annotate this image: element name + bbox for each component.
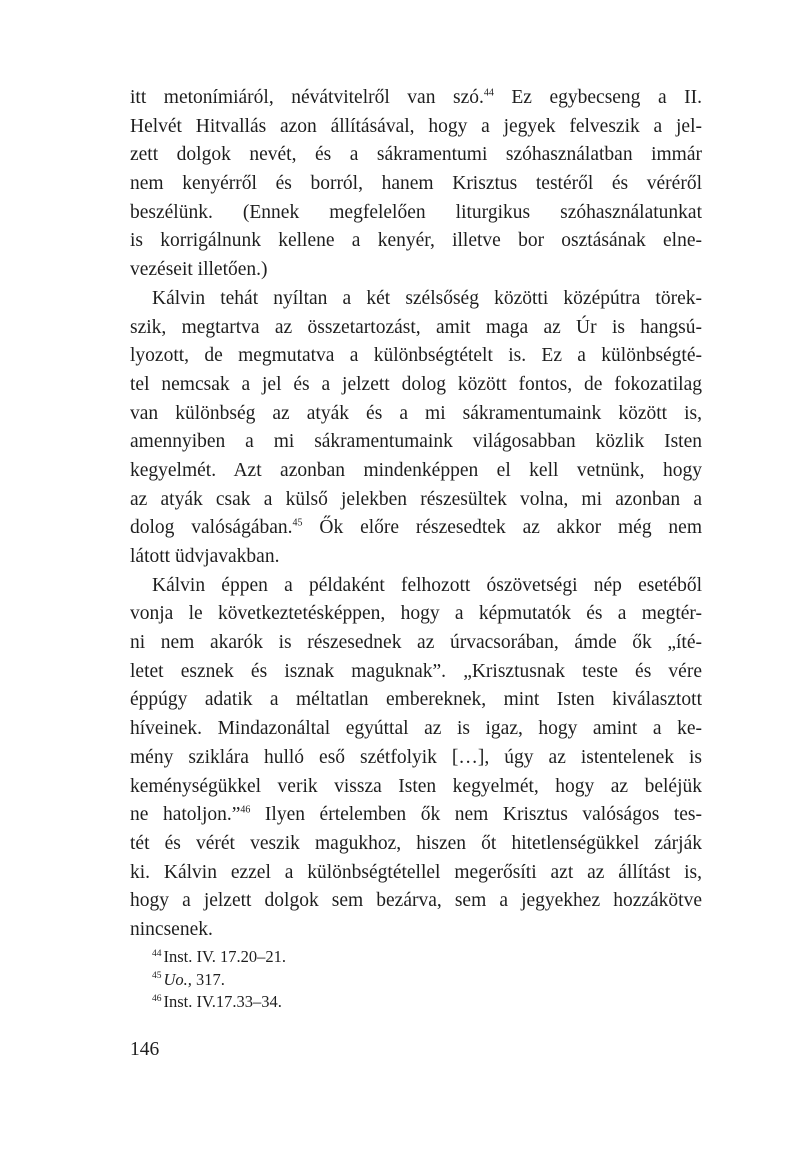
text-line — [130, 428, 702, 457]
line-text: keménységükkel verik vissza Isten kegyelmét, hogy az beléjük — [130, 775, 702, 797]
text-line — [130, 227, 702, 256]
paragraph — [130, 572, 702, 945]
line-text: látott üdvjavakban. — [130, 546, 280, 567]
line-text: lyozott, de megmutatva a különbségtételt is. Ez a különbségté- — [130, 345, 702, 367]
footnotes — [152, 946, 286, 1014]
text-line — [130, 629, 702, 658]
line-text: van különbség az atyák és a mi sákramentumaink között is, — [130, 402, 702, 424]
text-line — [130, 543, 702, 572]
text-line — [130, 113, 702, 142]
line-text: zett dolgok nevét, és a sákramentumi szóhasználatban immár — [130, 144, 702, 166]
footnote-reference[interactable]: 46 — [240, 804, 251, 816]
text-line — [130, 342, 702, 371]
line-text-continued: Ők előre részesedtek az akkor még nem — [302, 517, 703, 539]
text-line — [130, 84, 702, 113]
line-text: szik, megtartva az összetartozást, amit maga az Úr is hangsú- — [130, 316, 702, 338]
line-text-continued: Ilyen értelemben ők nem Krisztus valóságos tes- — [250, 804, 703, 826]
text-line — [130, 686, 702, 715]
line-text: az atyák csak a külső jelekben részesültek volna, mi azonban a — [130, 488, 702, 510]
footnote-number: 46 — [152, 993, 162, 1004]
footnote-reference[interactable]: 45 — [292, 517, 303, 529]
footnote-italic-text: Uo., — [163, 969, 192, 989]
text-line — [130, 256, 702, 285]
text-line — [130, 314, 702, 343]
body-text — [130, 84, 702, 945]
text-line — [130, 457, 702, 486]
paragraph — [130, 285, 702, 572]
line-text: nem kenyérről és borról, hanem Krisztus testéről és véréről — [130, 173, 702, 195]
footnote — [152, 991, 286, 1014]
footnote — [152, 946, 286, 969]
text-line — [130, 514, 702, 543]
line-text: Kálvin éppen a példaként felhozott ószövetségi nép esetéből — [152, 574, 702, 596]
page-number: 146 — [130, 1039, 160, 1060]
text-line — [130, 400, 702, 429]
text-line — [130, 715, 702, 744]
line-text: tét és vérét veszik magukhoz, hiszen őt hitetlenségükkel zárják — [130, 832, 702, 854]
text-line — [130, 658, 702, 687]
text-line — [130, 572, 702, 601]
text-line — [130, 859, 702, 888]
line-text: itt metonímiáról, névátvitelről van szó. — [130, 87, 484, 108]
line-text: éppúgy adatik a méltatlan embereknek, mint Isten kiválasztott — [130, 689, 702, 711]
line-text: kegyelmét. Azt azonban mindenképpen el kell vetnünk, hogy — [130, 459, 702, 481]
line-text: is korrigálnunk kellene a kenyér, illetve bor osztásának elne- — [130, 230, 702, 252]
text-line — [130, 830, 702, 859]
text-line — [130, 801, 702, 830]
text-line — [130, 486, 702, 515]
line-text: nincsenek. — [130, 918, 213, 940]
line-text: Helvét Hitvallás azon állításával, hogy a jegyek felveszik a jel- — [130, 115, 702, 137]
line-text: hogy a jelzett dolgok sem bezárva, sem a jegyekhez hozzákötve — [130, 890, 702, 912]
line-text-continued: Ez egybecseng a II. — [493, 87, 702, 108]
text-line — [130, 199, 702, 228]
line-text: vezéseit illetően.) — [130, 259, 268, 281]
paragraph — [130, 84, 702, 285]
line-text: letet esznek és isznak maguknak”. „Krisztusnak teste és vére — [130, 660, 702, 682]
footnote-text: 317. — [191, 969, 225, 989]
text-line — [130, 916, 702, 945]
line-text: ki. Kálvin ezzel a különbségtétellel megerősíti azt az állítást is, — [130, 861, 702, 883]
line-text: dolog valóságában. — [130, 517, 293, 539]
line-text: beszélünk. (Ennek megfelelően liturgikus szóhasználatunkat — [130, 201, 702, 223]
footnote-number: 44 — [152, 948, 162, 959]
text-line — [130, 285, 702, 314]
text-line — [130, 744, 702, 773]
text-line — [130, 773, 702, 802]
text-line — [130, 371, 702, 400]
line-text: Kálvin tehát nyíltan a két szélsőség közötti középútra törek- — [152, 287, 702, 309]
text-line — [130, 170, 702, 199]
line-text: vonja le következtetésképpen, hogy a képmutatók és a megtér- — [130, 603, 702, 625]
line-text: ne hatoljon.” — [130, 804, 241, 826]
line-text: híveinek. Mindazonáltal egyúttal az is igaz, hogy amint a ke- — [130, 718, 702, 740]
footnote-text: Inst. IV. 17.20–21. — [163, 947, 287, 966]
text-line — [130, 141, 702, 170]
text-line — [130, 600, 702, 629]
line-text: amennyiben a mi sákramentumaink világosabban közlik Isten — [130, 431, 702, 453]
line-text: tel nemcsak a jel és a jelzett dolog között fontos, de fokozatilag — [130, 373, 702, 395]
footnote-text: Inst. IV.17.33–34. — [163, 992, 282, 1011]
line-text: mény sziklára hulló eső szétfolyik […], úgy az istentelenek is — [130, 746, 702, 768]
line-text: ni nem akarók is részesednek az úrvacsorában, ámde ők „íté- — [130, 632, 702, 654]
footnote-reference[interactable]: 44 — [483, 87, 494, 99]
footnote — [152, 969, 286, 992]
footnote-number: 45 — [152, 971, 162, 981]
text-line — [130, 887, 702, 916]
